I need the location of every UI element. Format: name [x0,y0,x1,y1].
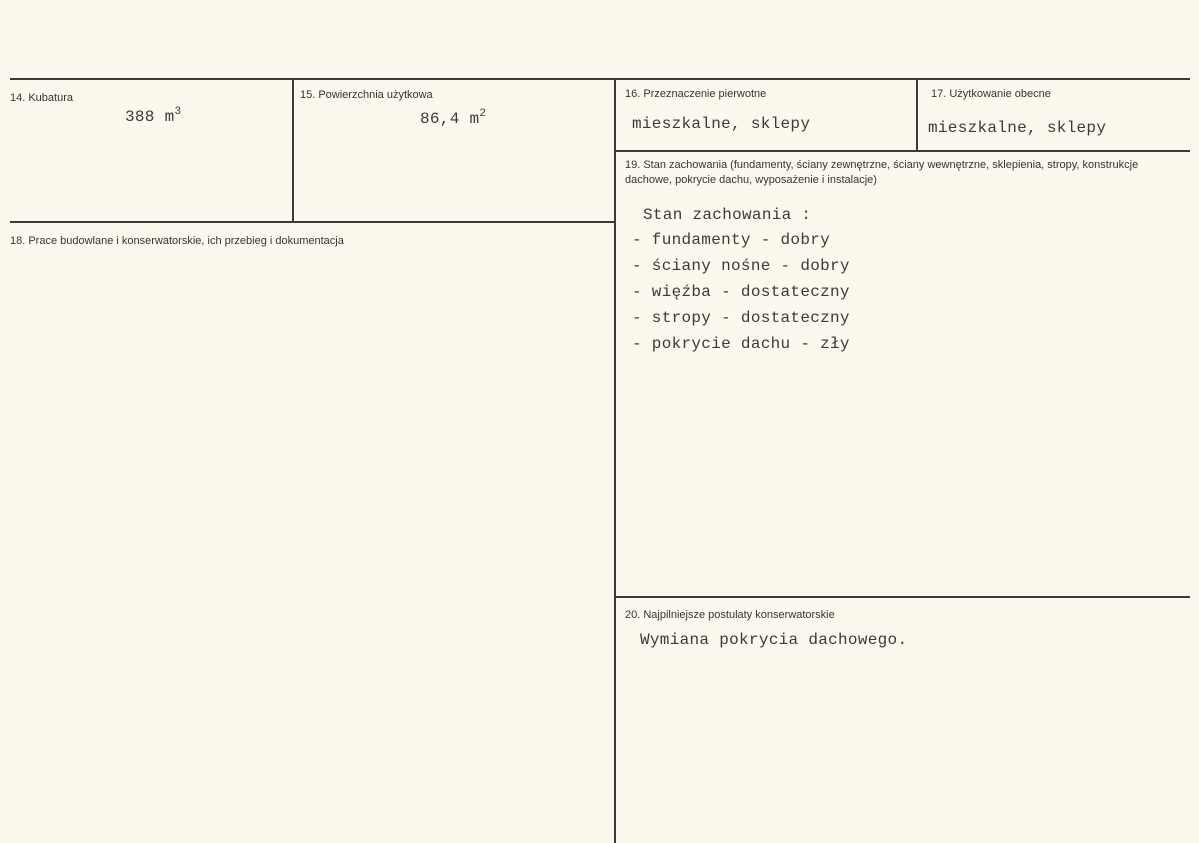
list-item: - więźba - dostateczny [632,283,850,301]
field-20-label: 20. Najpilniejsze postulaty konserwatorskie [625,609,835,621]
section20-top-line [615,596,1190,598]
divider-14-15 [292,78,294,222]
field-19-label: 19. Stan zachowania (fundamenty, ściany zewnętrzne, ściany wewnętrzne, sklepienia, stropy, konstrukcje dachowe, pokrycie dachu, wyposażenie i instalacje) [625,159,1139,186]
field-19-heading: Stan zachowania : [643,206,812,224]
main-vertical-divider [614,78,616,843]
field-14-value [125,108,181,126]
list-item: - ściany nośne - dobry [632,257,850,275]
field-20-value: Wymiana pokrycia dachowego. [640,631,908,649]
field-15-value-exponent: 2 [479,108,487,120]
divider-16-17 [916,78,918,151]
field-16-label: 16. Przeznaczenie pierwotne [625,88,767,100]
row1-bottom-line-left [10,221,616,223]
field-18-label: 18. Prace budowlane i konserwatorskie, ich przebieg i dokumentacja [10,235,344,247]
list-item: - pokrycie dachu - zły [632,335,850,353]
field-19-list [632,231,1132,361]
row1-bottom-line-right [615,150,1190,152]
field-15-label: 15. Powierzchnia użytkowa [300,89,433,101]
top-border-line [10,78,1190,80]
field-14-value-text: 388 m [125,108,175,126]
field-15-value [420,110,486,128]
field-14-label: 14. Kubatura [10,92,73,104]
list-item: - fundamenty - dobry [632,231,831,249]
field-17-value: mieszkalne, sklepy [928,119,1107,137]
list-item: - stropy - dostateczny [632,309,850,327]
field-16-value: mieszkalne, sklepy [632,115,811,133]
field-17-label: 17. Użytkowanie obecne [931,88,1051,100]
field-15-value-text: 86,4 m [420,110,480,128]
field-14-value-exponent: 3 [174,106,182,118]
